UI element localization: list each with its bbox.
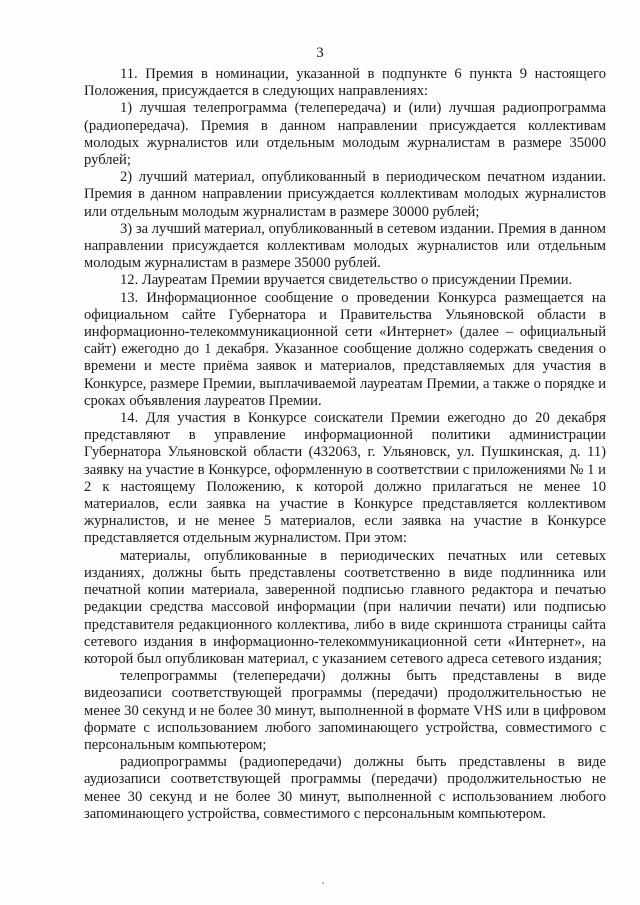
paragraph-14-print-materials: материалы, опубликованные в периодических печатных или сетевых изданиях, должны быть представлены соответственно в виде подлинника или печатной копии материала, заверенной подписью главного редактора и печатью редакции средства массовой информации (при наличии печати) или подписью представителя редакционного коллектива, либо в виде скриншота страницы сайта сетевого издания в информационно-телекоммуникационной сети «Интернет», на которой был опубликован материал, с указанием сетевого адреса сетевого издания; [84, 547, 606, 667]
paragraph-12: 12. Лауреатам Премии вручается свидетельство о присуждении Премии. [120, 272, 573, 289]
paragraph-14-tv-programs: телепрограммы (телепередачи) должны быть представлены в виде видеозаписи соответствующей программы (передачи) продолжительностью не менее 30 секунд и не более 30 минут, выполненной в формате VHS или в цифровом формате с использованием любого запоминающего устройства, совместимого с персональным компьютером; [84, 668, 606, 753]
document-body [84, 66, 606, 823]
scan-dot [322, 882, 324, 884]
paragraph-14-radio-programs: радиопрограммы (радиопередачи) должны быть представлены в виде аудиозаписи соответствующей программы (передачи) продолжительностью не менее 30 секунд и не более 30 минут, выполненной с использованием любого запоминающего устройства, совместимого с персональным компьютером. [84, 754, 606, 822]
paragraph-14: 14. Для участия в Конкурсе соискатели Премии ежегодно до 20 декабря представляют в управление информационной политики администрации Губернатора Ульяновской области (432063, г. Ульяновск, ул. Пушкинская, д. 11) заявку на участие в Конкурсе, оформленную в соответствии с приложениями № 1 и 2 к настоящему Положению, к которой должно прилагаться не менее 10 материалов, если заявка на участие в Конкурсе представляется коллективом журналистов, и не менее 5 материалов, если заявка на участие в Конкурсе представляется отдельным журналистом. При этом: [84, 410, 606, 547]
paragraph-11-item-3: 3) за лучший материал, опубликованный в сетевом издании. Премия в данном направлении присуждается коллективам молодых журналистов или отдельным молодым журналистам в размере 35000 рублей. [84, 220, 606, 272]
paragraph-13: 13. Информационное сообщение о проведении Конкурса размещается на официальном сайте Губернатора и Правительства Ульяновской области в информационно-телекоммуникационной сети «Интернет» (далее – официальный сайт) ежегодно до 1 декабря. Указанное сообщение должно содержать сведения о времени и месте приёма заявок и материалов, представляемых для участия в Конкурсе, размере Премии, выплачиваемой лауреатам Премии, а также о порядке и сроках объявления лауреатов Премии. [84, 289, 606, 409]
paragraph-11-item-1: 1) лучшая телепрограмма (телепередача) и (или) лучшая радиопрограмма (радиопередача). Премия в данном направлении присуждается коллективам молодых журналистов или отдельным молодым журналистам в размере 35000 рублей; [84, 100, 606, 169]
paragraph-11: 11. Премия в номинации, указанной в подпункте 6 пункта 9 настоящего Положения, присуждается в следующих направлениях: [84, 66, 606, 100]
page-number: 3 [316, 45, 324, 61]
paragraph-11-item-2: 2) лучший материал, опубликованный в периодическом печатном издании. Премия в данном направлении присуждается коллективам молодых журналистов или отдельным молодым журналистам в размере 30000 рублей; [84, 169, 606, 220]
